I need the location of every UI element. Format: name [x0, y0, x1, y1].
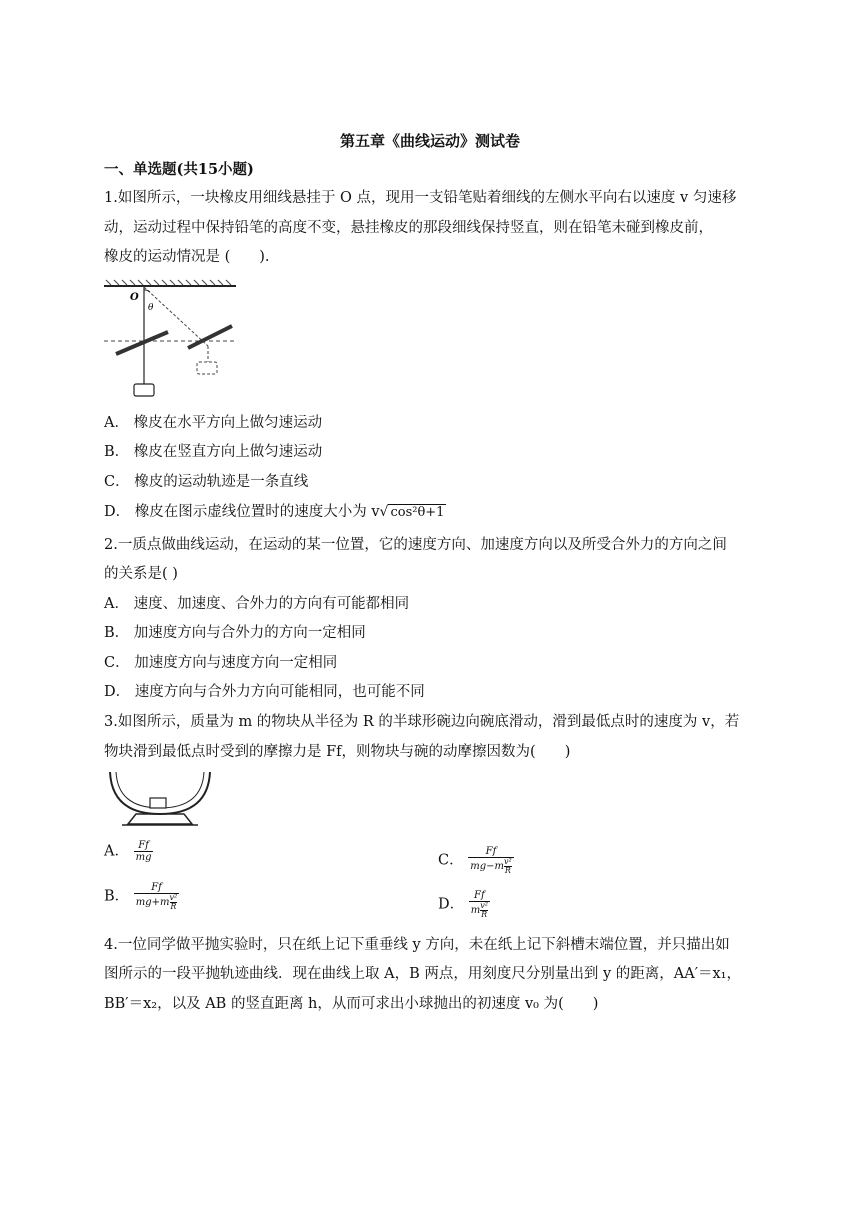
q3-b-inner-fraction	[170, 894, 178, 911]
q3-d-den-text: m	[470, 905, 481, 916]
q3-a-denominator: mg	[135, 852, 152, 863]
q1-option-c: C． 橡皮的运动轨迹是一条直线	[104, 474, 309, 490]
q3-option-d-fraction	[469, 890, 490, 919]
q3-option-c-fraction	[468, 846, 513, 875]
page-title: 第五章《曲线运动》测试卷	[339, 132, 520, 150]
q2-text-line-1: 2.一质点做曲线运动，在运动的某一位置，它的速度方向、加速度方向以及所受合外力的方向之间	[104, 537, 727, 553]
q4-text-line-3: BB′＝x₂，以及 AB 的竖直距离 h，从而可求出小球抛出的初速度 v₀ 为( )	[104, 996, 599, 1012]
q3-a-numerator: Ff	[134, 840, 154, 852]
q3-d-denominator	[469, 902, 490, 919]
q1-text-line-3: 橡皮的运动情况是 ( ).	[104, 249, 270, 265]
q3-option-b-fraction	[134, 882, 179, 911]
label-theta: θ	[148, 303, 154, 313]
q3-c-r: R	[504, 866, 511, 875]
q3-d-inner-fraction	[480, 902, 488, 919]
q1-option-d-text: D． 橡皮在图示虚线位置时的速度大小为 v	[104, 504, 380, 520]
q3-c-inner-fraction	[504, 858, 512, 875]
q3-text-line-1: 3.如图所示，质量为 m 的物块从半径为 R 的半球形碗边向碗底滑动，滑到最低点时的速度为 v，若	[104, 714, 740, 730]
q1-pendulum-figure	[104, 278, 239, 400]
q3-option-b	[104, 882, 179, 911]
q1-text-line-2: 动，运动过程中保持铅笔的高度不变，悬挂橡皮的那段细线保持竖直，则在铅笔未碰到橡皮前，	[104, 220, 713, 236]
q4-text-line-2: 图所示的一段平抛轨迹曲线．现在曲线上取 A，B 两点，用刻度尺分别量出到 y 的距离，AA′＝x₁，	[104, 966, 741, 982]
q3-c-numerator: Ff	[468, 846, 513, 858]
q3-option-a-label: A．	[104, 843, 129, 860]
q3-b-v2: v²	[169, 893, 178, 902]
section-heading: 一、单选题(共15小题)	[104, 161, 254, 178]
q1-option-d-sqrt: cos²θ+1	[390, 505, 445, 520]
q3-c-denominator	[468, 858, 513, 875]
q1-option-b: B． 橡皮在竖直方向上做匀速运动	[104, 444, 323, 460]
q3-option-d	[438, 890, 490, 919]
q3-option-a-fraction	[134, 840, 154, 863]
q2-text-line-2: 的关系是( )	[104, 566, 178, 582]
q3-option-b-label: B．	[104, 888, 130, 905]
q1-option-d: D． 橡皮在图示虚线位置时的速度大小为 v√ cos²θ+1	[104, 504, 445, 520]
q3-d-v2: v²	[480, 901, 488, 910]
q3-b-r: R	[170, 902, 177, 911]
q3-b-denominator	[134, 894, 179, 911]
q2-option-c: C． 加速度方向与速度方向一定相同	[104, 655, 338, 671]
q3-option-c-label: C．	[438, 852, 464, 869]
q1-text-line-1: 1.如图所示，一块橡皮用细线悬挂于 O 点，现用一支铅笔贴着细线的左侧水平向右以速度 v 匀速移	[104, 190, 737, 206]
q3-c-v2: v²	[503, 857, 512, 866]
q3-c-den-text: mg−m	[470, 861, 504, 872]
q2-option-a: A． 速度、加速度、合外力的方向有可能都相同	[104, 596, 410, 612]
q3-b-numerator: Ff	[134, 882, 179, 894]
q3-option-c	[438, 846, 514, 875]
label-o: O	[130, 292, 139, 303]
q4-text-line-1: 4.一位同学做平抛实验时，只在纸上记下重垂线 y 方向，未在纸上记下斜槽末端位置，并只描出如	[104, 937, 730, 953]
q3-option-a	[104, 840, 153, 863]
q3-bowl-figure	[104, 768, 216, 826]
q3-text-line-2: 物块滑到最低点时受到的摩擦力是 Ff，则物块与碗的动摩擦因数为( )	[104, 744, 571, 760]
q3-b-den-text: mg+m	[135, 897, 170, 908]
q3-option-d-label: D．	[438, 896, 465, 913]
q2-option-d: D． 速度方向与合外力方向可能相同，也可能不同	[104, 684, 425, 700]
q3-d-r: R	[481, 910, 488, 919]
q2-option-b: B． 加速度方向与合外力的方向一定相同	[104, 625, 366, 641]
q3-d-numerator: Ff	[469, 890, 490, 902]
q1-option-a: A． 橡皮在水平方向上做匀速运动	[104, 415, 323, 431]
